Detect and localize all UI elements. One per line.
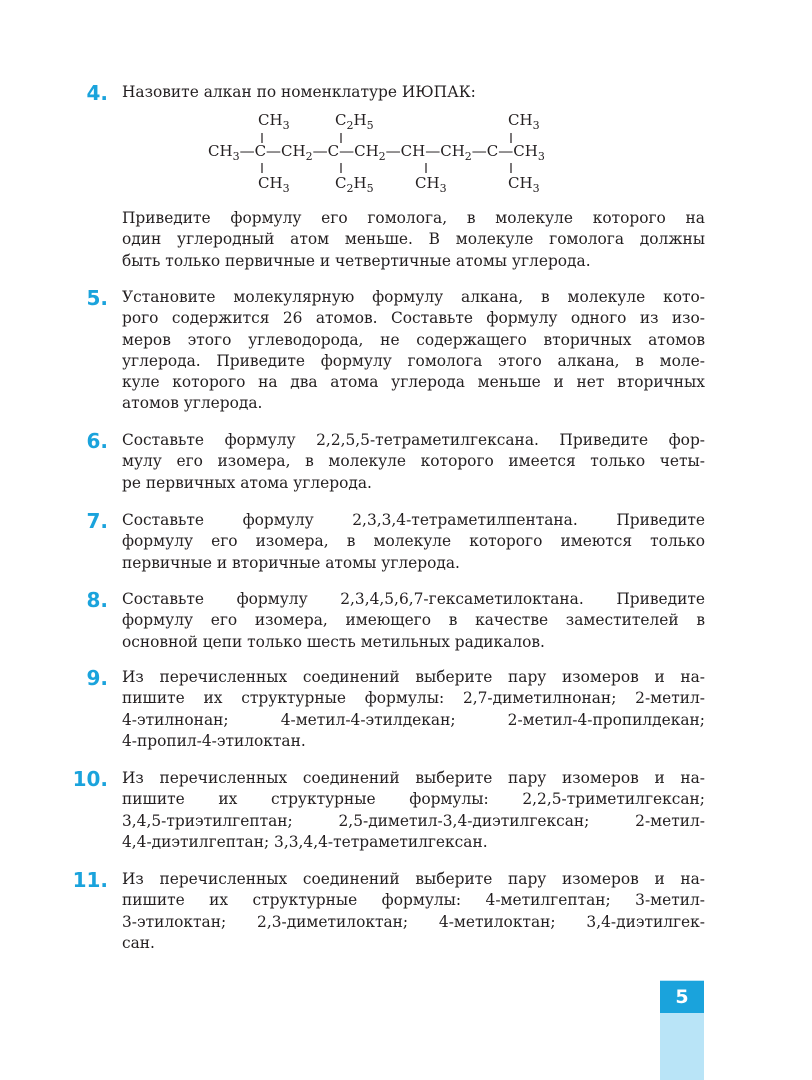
text-line: пишите их структурные формулы: 2,2,5-триметилгексан; — [122, 790, 705, 809]
text-line: 4-этилнонан; 4-метил-4-этилдекан; 2-метил-4-пропилдекан; — [122, 710, 705, 729]
top-substituent-2 — [335, 111, 374, 132]
text-line: пишите их структурные формулы: 2,7-диметилнонан; 2-метил- — [122, 689, 705, 708]
text-line: Из перечисленных соединений выберите пару изомеров и на- — [122, 769, 705, 787]
top-substituent-1 — [258, 111, 290, 132]
task-text — [122, 667, 705, 752]
text-line: формулу его изомера, имеющего в качестве заместителей в — [122, 611, 705, 630]
text-line: 3,4,5-триэтилгептан; 2,5-диметил-3,4-диэтилгексан; 2-метил- — [122, 811, 705, 830]
text-line: 4,4-диэтилгептан; 3,3,4,4-тетраметилгексан. — [122, 832, 488, 851]
text-line: Составьте формулу 2,3,3,4-тетраметилпентана. Приведите — [122, 511, 705, 529]
text-line: Из перечисленных соединений выберите пару изомеров и на- — [122, 668, 705, 686]
task-number: 4. — [86, 81, 108, 105]
text-line: Из перечисленных соединений выберите пару изомеров и на- — [122, 870, 705, 888]
text-line: рого содержится 26 атомов. Составьте формулу одного из изо- — [122, 309, 705, 328]
task-text — [122, 510, 705, 574]
text-line: пишите их структурные формулы: 4-метилгептан; 3-метил- — [122, 891, 705, 910]
text-line: мулу его изомера, в молекуле которого имеется только четы- — [122, 452, 705, 471]
task-text — [122, 589, 705, 653]
text-line: 3-этилоктан; 2,3-диметилоктан; 4-метилоктан; 3,4-диэтилгек- — [122, 912, 705, 931]
text-line: быть только первичные и четвертичные атомы углерода. — [122, 251, 591, 270]
text-line: меров этого углеводорода, не содержащего вторичных атомов — [122, 330, 705, 349]
structural-formula — [122, 108, 705, 195]
svg-text:CH3: $CH_3$ — [258, 174, 290, 195]
text-line: углерода. Приведите формулу гомолога этого алкана, в моле- — [122, 351, 705, 370]
task-number: 6. — [86, 429, 108, 453]
text-line: формулу его изомера, в молекуле которого имеются только — [122, 532, 705, 551]
bottom-substituent-1 — [258, 174, 290, 195]
bottom-substituent-3 — [415, 174, 447, 195]
task-text — [122, 430, 705, 494]
svg-text:CH3—C—CH2—C—CH2—CH—CH2—C—CH3: $CH_3—C—CH_2—C—CH_2—CH—CH_2—C—CH_3$ — [208, 142, 545, 163]
page-number: 5 — [660, 981, 704, 1013]
text-line: ре первичных атома углерода. — [122, 473, 372, 492]
structural-formula-svg — [122, 108, 705, 195]
bottom-substituent-2 — [335, 174, 374, 195]
task-text — [122, 869, 705, 954]
svg-text:C2H5: $C_2H_5$ — [335, 111, 374, 132]
task-number: 5. — [86, 286, 108, 310]
text-line: 4-пропил-4-этилоктан. — [122, 731, 306, 750]
text-line: Составьте формулу 2,3,4,5,6,7-гексаметилоктана. Приведите — [122, 590, 705, 608]
bottom-substituent-4 — [508, 174, 540, 195]
task-number: 10. — [72, 767, 108, 791]
main-chain — [208, 142, 545, 163]
task-text — [122, 208, 705, 272]
task-text — [122, 287, 705, 415]
svg-text:CH3: $CH_3$ — [258, 111, 290, 132]
task-number: 11. — [72, 868, 108, 892]
task-number: 7. — [86, 509, 108, 533]
text-line: Установите молекулярную формулу алкана, в молекуле кото- — [122, 288, 705, 306]
text-line: Приведите формулу его гомолога, в молекуле которого на — [122, 209, 705, 227]
task-number: 8. — [86, 588, 108, 612]
svg-text:CH3: $CH_3$ — [415, 174, 447, 195]
text-line: Составьте формулу 2,2,5,5-тетраметилгексана. Приведите фор- — [122, 431, 705, 449]
task-number: 9. — [86, 666, 108, 690]
text-line: куле которого на два атома углерода меньше и нет вторичных — [122, 373, 705, 392]
text-line: один углеродный атом меньше. В молекуле гомолога должны — [122, 230, 705, 249]
svg-text:C2H5: $C_2H_5$ — [335, 174, 374, 195]
text-line: Назовите алкан по номенклатуре ИЮПАК: — [122, 83, 476, 101]
task-text — [122, 768, 705, 853]
text-line: первичные и вторичные атомы углерода. — [122, 553, 460, 572]
text-line: атомов углерода. — [122, 394, 263, 413]
text-line: сан. — [122, 933, 155, 952]
top-substituent-3 — [508, 111, 540, 132]
svg-text:CH3: $CH_3$ — [508, 174, 540, 195]
svg-text:CH3: $CH_3$ — [508, 111, 540, 132]
text-line: основной цепи только шесть метильных радикалов. — [122, 632, 545, 651]
task-text — [122, 82, 705, 103]
